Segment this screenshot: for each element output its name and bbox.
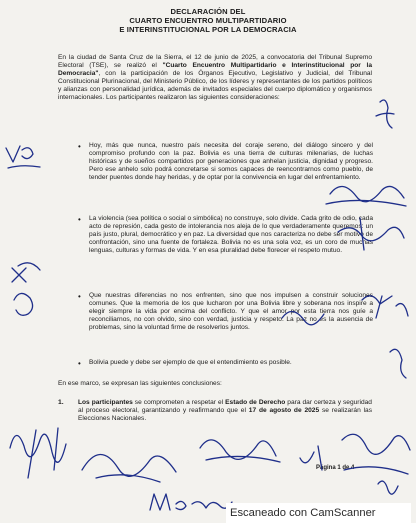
consideration-3: Que nuestras diferencias no nos enfrenten, sino que nos impulsen a construir soluciones comunes. Que la memoria de los que lucharon por una Bolivia libre y soberana nos inspire a elegir siempre la vida por encima del conflicto. Y que el amor por esta tierra nos guíe a reconciliarnos, no con olvido, sino con verdad, justicia y respeto. La paz no es la ausencia de problemas, sino la voluntad firme de resolverlos juntos.	[89, 292, 373, 331]
page-number: Página 1 de 4	[316, 465, 355, 471]
consideration-2: La violencia (sea política o social o simbólica) no construye, solo divide. Cada grito de odio, cada acto de represión, cada gesto de intolerancia nos aleja de lo que verdaderamente queremos: un país justo, plural, democrático y en paz. La diversidad que nos caracteriza no debe ser motivo de confrontación, sino una fuente de fortaleza. Bolivia no es una sola voz, es un coro de muchas lenguas, culturas y formas de vida. Y en esa pluralidad debe florecer el respeto mutuo.	[89, 215, 373, 254]
signature-mark-right-3	[362, 296, 408, 318]
signature-mark-top-right	[376, 100, 394, 128]
title-line-1: DECLARACIÓN DEL	[170, 7, 246, 16]
signature-mark-left-middle	[12, 263, 40, 316]
consideration-1: Hoy, más que nunca, nuestro país necesita del coraje sereno, del diálogo sincero y del compromiso profundo con la paz. Bolivia es una tierra de culturas milenarias, de luchas históricas y de sueños compartidos por generaciones que anhelan justicia, dignidad y progreso. Pero ese anhelo solo podrá concretarse si somos capaces de reencontrarnos como pueblo, de tender puentes donde hay heridas, y de optar por la convivencia en lugar del enfrentamiento.	[89, 142, 373, 181]
signature-mark-bottom-right	[300, 434, 410, 474]
signature-mark-bottom-left	[10, 428, 66, 478]
intro-paragraph: En la ciudad de Santa Cruz de la Sierra, el 12 de junio de 2025, a convocatoria del Tribunal Supremo Electoral (TSE), se realizó el "Cuarto Encuentro Multipartidario e Interinstitucional por la Democracia", con la participación de los Órganos Ejecutivo, Legislativo y Judicial, del Tribunal Constitucional Plurinacional, del Ministerio Público, de los líderes y representantes de los partidos políticos y alianzas con personalidad jurídica, además de invitados especiales del cuerpo diplomático y organismos internacionales. Los participantes realizaron las siguientes consideraciones:	[58, 54, 372, 101]
bullet-icon: •	[78, 292, 81, 301]
signature-mark-center-1	[282, 311, 324, 324]
conclusion-number: 1.	[58, 399, 64, 406]
conclusion-1: Los participantes se comprometen a respetar el Estado de Derecho para dar certeza y seguridad al proceso electoral, garantizando y reafirmando que el 17 de agosto de 2025 se realizarán las Elecciones Nacionales.	[78, 399, 372, 422]
signature-mark-right-1	[326, 186, 406, 206]
signature-mark-left-initials	[6, 146, 40, 168]
bullet-icon: •	[78, 215, 81, 224]
signature-mark-bottom-center-3	[200, 440, 280, 462]
signature-mark-right-2	[338, 218, 404, 250]
signature-mark-right-4	[390, 349, 406, 378]
title-line-3: E INTERINSTITUCIONAL POR LA DEMOCRACIA	[119, 25, 297, 34]
consideration-4: Bolivia puede y debe ser ejemplo de que el entendimiento es posible.	[89, 359, 292, 366]
event-name: "Cuarto Encuentro Multipartidario e Interinstitucional por la Democracia"	[58, 61, 372, 77]
bullet-icon: •	[78, 359, 81, 368]
conclusions-intro: En ese marco, se expresan las siguientes conclusiones:	[58, 380, 222, 387]
signature-mark-bottom-center-2	[150, 494, 232, 510]
scanner-watermark: Escaneado con CamScanner	[226, 503, 411, 523]
bullet-icon: •	[78, 142, 81, 151]
title-line-2: CUARTO ENCUENTRO MULTIPARTIDARIO	[129, 16, 287, 25]
signature-mark-bottom-center-1	[82, 454, 176, 482]
signature-mark-footer-initials	[378, 481, 398, 494]
